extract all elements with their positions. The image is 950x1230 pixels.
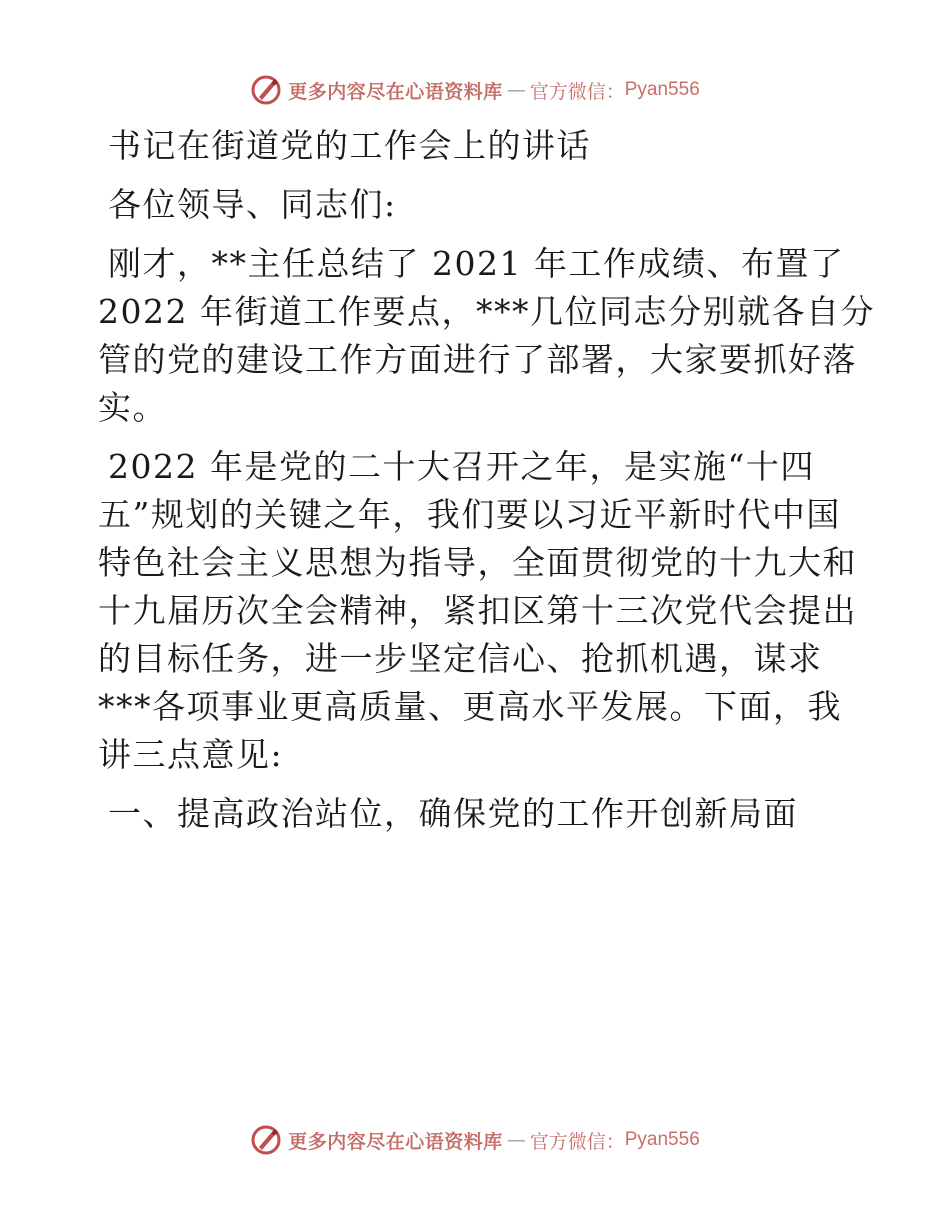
paragraph-line: 管的党的建设工作方面进行了部署，大家要抓好落 (98, 340, 857, 379)
paragraph-1 (98, 240, 875, 432)
watermark-wechat-id: Pyan556 (624, 79, 700, 100)
paragraph-2 (98, 443, 858, 779)
paragraph-line: 2022 年是党的二十大召开之年，是实施“十四 (108, 447, 815, 486)
watermark-label: 官方微信： (529, 80, 625, 103)
paragraph-line: 刚才，**主任总结了 2021 年工作成绩、布置了 (108, 244, 845, 283)
footer-watermark (0, 1120, 950, 1160)
paragraph-line: 的目标任务，进一步坚定信心、抢抓机遇，谋求 (98, 639, 823, 678)
paragraph-line: 2022 年街道工作要点，***几位同志分别就各自分 (98, 292, 875, 331)
paragraph-line: 实。 (98, 388, 167, 427)
watermark-separator: — (506, 1129, 526, 1151)
document-title: 书记在街道党的工作会上的讲话 (108, 126, 591, 165)
paragraph-line: 特色社会主义思想为指导，全面贯彻党的十九大和 (98, 543, 857, 582)
watermark-site-text: 更多内容尽在心语资料库 (288, 80, 503, 103)
pen-logo-icon (250, 1124, 282, 1156)
header-watermark (0, 70, 950, 110)
paragraph-line: 讲三点意见: (98, 735, 284, 774)
section-heading-1: 一、提高政治站位，确保党的工作开创新局面 (108, 794, 798, 833)
watermark-site-text: 更多内容尽在心语资料库 (288, 1130, 503, 1153)
paragraph-line: 五”规划的关键之年，我们要以习近平新时代中国 (98, 495, 841, 534)
paragraph-line: ***各项事业更高质量、更高水平发展。下面，我 (98, 687, 842, 726)
watermark-wechat-id: Pyan556 (624, 1129, 700, 1150)
pen-logo-icon (250, 74, 282, 106)
paragraph-line: 十九届历次全会精神，紧扣区第十三次党代会提出 (98, 591, 857, 630)
salutation: 各位领导、同志们: (108, 185, 397, 224)
document-body (98, 122, 875, 849)
watermark-separator: — (506, 79, 526, 101)
watermark-label: 官方微信： (529, 1130, 625, 1153)
